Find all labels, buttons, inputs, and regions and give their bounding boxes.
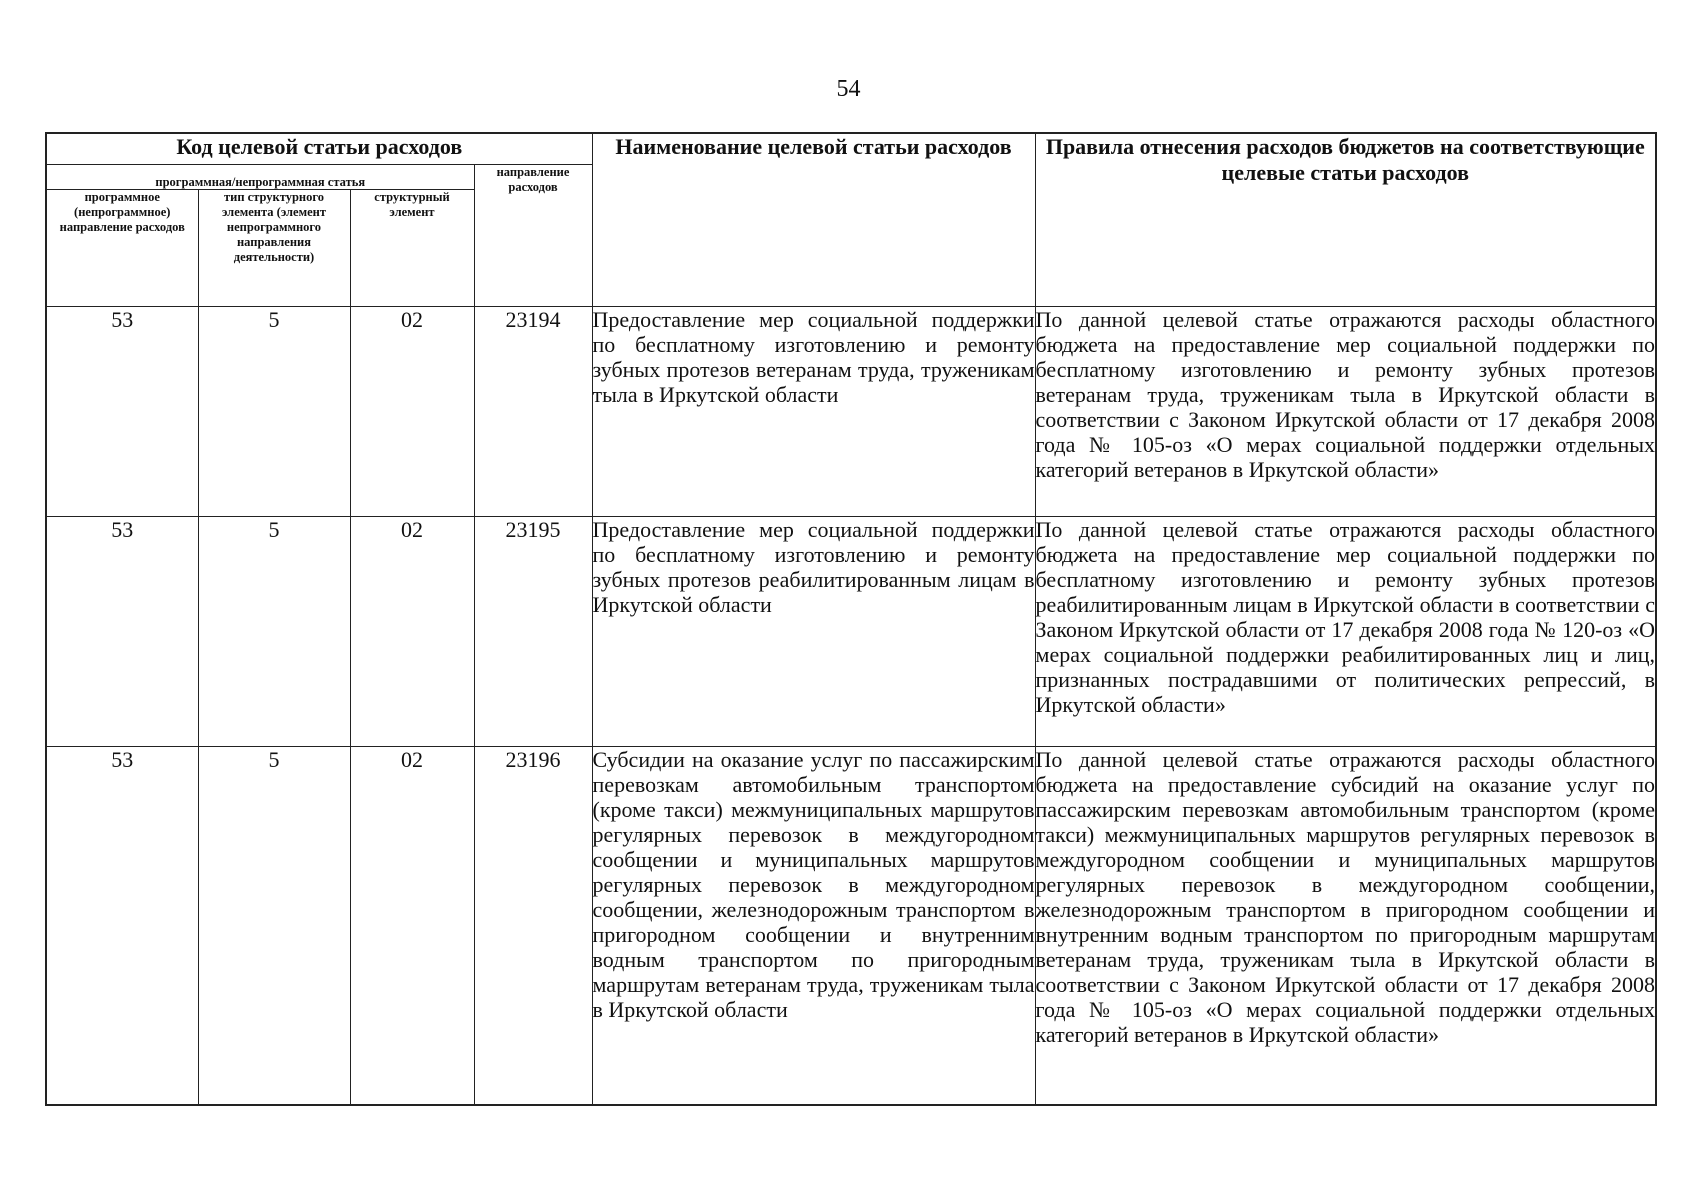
header-row-1 [46,133,1656,165]
cell-rule: По данной целевой статье отражаются расходы областного бюджета на предоставление мер социальной поддержки по бесплатному изготовлению и ремонту зубных протезов ветеранам труда, труженикам тыла в Иркутской области в соответствии с Законом Иркутской области от 17 декабря 2008 года № 105-оз «О мерах социальной поддержки отдельных категорий ветеранов в Иркутской области» [1035,307,1656,517]
cell-struct: 02 [350,517,474,747]
cell-direction: 23194 [474,307,592,517]
header-code-group: Код целевой статьи расходов [46,133,592,165]
header-type: тип структурного элемента (элемент непрограммного направления деятельности) [198,190,350,307]
cell-name: Предоставление мер социальной поддержки по бесплатному изготовлению и ремонту зубных протезов ветеранам труда, труженикам тыла в Иркутской области [592,307,1035,517]
cell-type: 5 [198,307,350,517]
header-program-group: программная/непрограммная статья [46,165,474,190]
table-row [46,517,1656,747]
header-program: программное (непрограммное) направление расходов [46,190,198,307]
cell-program: 53 [46,747,198,1105]
cell-direction: 23196 [474,747,592,1105]
cell-name: Предоставление мер социальной поддержки по бесплатному изготовлению и ремонту зубных протезов реабилитированным лицам в Иркутской области [592,517,1035,747]
table-row [46,747,1656,1105]
cell-type: 5 [198,747,350,1105]
cell-name: Субсидии на оказание услуг по пассажирским перевозкам автомобильным транспортом (кроме такси) межмуниципальных маршрутов регулярных перевозок в междугородном сообщении и муниципальных маршрутов регулярных перевозок в междугородном сообщении, железнодорожным транспортом в пригородном сообщении и внутренним водным транспортом по пригородным маршрутам ветеранам труда, труженикам тыла в Иркутской области [592,747,1035,1105]
cell-direction: 23195 [474,517,592,747]
cell-rule: По данной целевой статье отражаются расходы областного бюджета на предоставление мер социальной поддержки по бесплатному изготовлению и ремонту зубных протезов реабилитированным лицам в Иркутской области в соответствии с Законом Иркутской области от 17 декабря 2008 года № 120-оз «О мерах социальной поддержки реабилитированных лиц и лиц, признанных пострадавшими от политических репрессий, в Иркутской области» [1035,517,1656,747]
header-direction: направление расходов [474,165,592,307]
header-rules: Правила отнесения расходов бюджетов на соответствующие целевые статьи расходов [1035,133,1656,307]
cell-struct: 02 [350,747,474,1105]
table-row [46,307,1656,517]
cell-rule: По данной целевой статье отражаются расходы областного бюджета на предоставление субсидий на оказание услуг по пассажирским перевозкам автомобильным транспортом (кроме такси) межмуниципальных маршрутов регулярных перевозок в междугородном сообщении и муниципальных маршрутов регулярных перевозок в междугородном сообщении, железнодорожным транспортом в пригородном сообщении и внутренним водным транспортом по пригородным маршрутам ветеранам труда, труженикам тыла в Иркутской области в соответствии с Законом Иркутской области от 17 декабря 2008 года № 105-оз «О мерах социальной поддержки отдельных категорий ветеранов в Иркутской области» [1035,747,1656,1105]
budget-classification-table [45,132,1657,1106]
page-number: 54 [836,76,861,102]
cell-type: 5 [198,517,350,747]
header-name: Наименование целевой статьи расходов [592,133,1035,307]
cell-struct: 02 [350,307,474,517]
cell-program: 53 [46,517,198,747]
cell-program: 53 [46,307,198,517]
header-struct: структурный элемент [350,190,474,307]
